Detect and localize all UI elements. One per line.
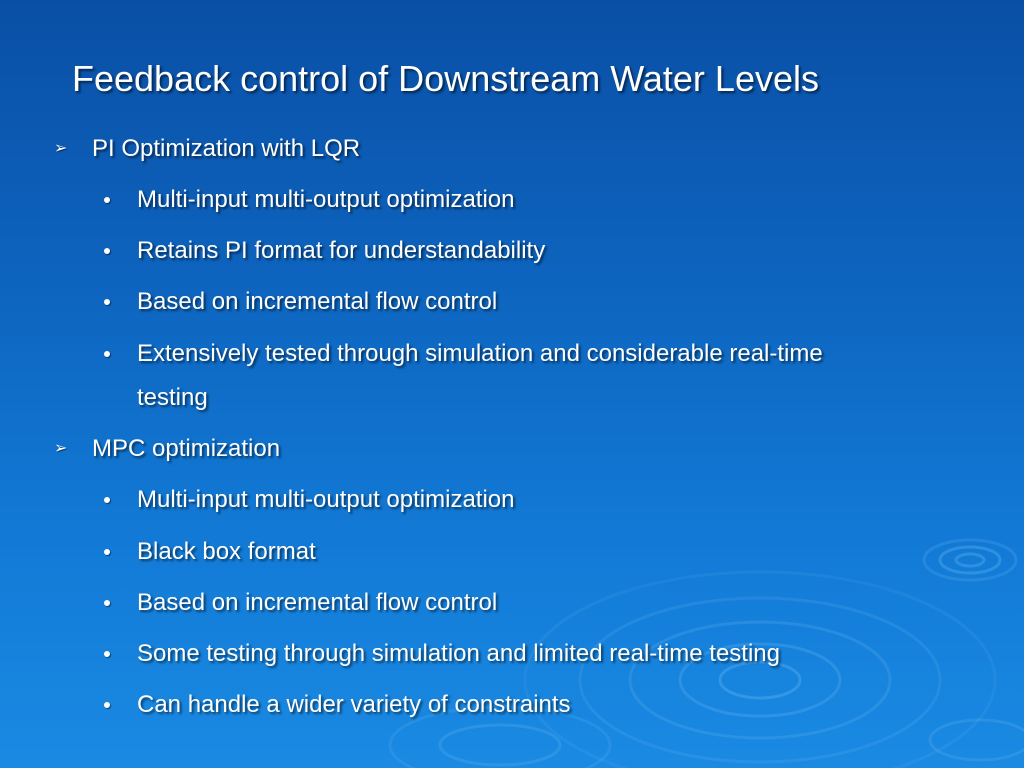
bullet-dot-icon — [104, 600, 110, 606]
list-item-text: Some testing through simulation and limited real-time testing — [137, 640, 780, 667]
list-item — [137, 588, 497, 618]
list-item-text: Black box format — [137, 538, 316, 565]
list-item — [137, 485, 515, 515]
list-item-text: Based on incremental flow control — [137, 589, 498, 616]
list-item-text: Multi-input multi-output optimization — [137, 486, 515, 513]
list-item-text: Based on incremental flow control — [137, 288, 498, 315]
bullet-dot-icon — [104, 651, 110, 657]
list-item-text: Extensively tested through simulation and considerable real-time — [137, 340, 823, 367]
list-item-text: Multi-input multi-output optimization — [137, 186, 515, 213]
arrow-bullet-icon: ➢ — [54, 440, 68, 457]
list-item — [137, 537, 316, 567]
bullet-dot-icon — [104, 351, 110, 357]
bullet-dot-icon — [104, 549, 110, 555]
list-item — [137, 690, 571, 720]
section-heading — [54, 134, 361, 164]
list-item — [137, 639, 780, 669]
bullet-dot-icon — [104, 702, 110, 708]
bullet-dot-icon — [104, 299, 110, 305]
list-item — [137, 185, 515, 215]
section-heading — [54, 434, 281, 464]
list-item — [137, 287, 497, 317]
list-item — [137, 339, 823, 369]
section-heading-text: PI Optimization with LQR — [92, 135, 361, 162]
bullet-dot-icon — [104, 497, 110, 503]
bullet-dot-icon — [104, 248, 110, 254]
section-heading-text: MPC optimization — [92, 435, 281, 462]
list-item — [137, 236, 545, 266]
bullet-dot-icon — [104, 197, 110, 203]
list-item-continuation: testing — [137, 384, 208, 411]
list-item-text: Retains PI format for understandability — [137, 237, 546, 264]
list-item-text: Can handle a wider variety of constraints — [137, 691, 571, 718]
slide-title: Feedback control of Downstream Water Levels — [72, 58, 819, 99]
arrow-bullet-icon: ➢ — [54, 140, 68, 157]
